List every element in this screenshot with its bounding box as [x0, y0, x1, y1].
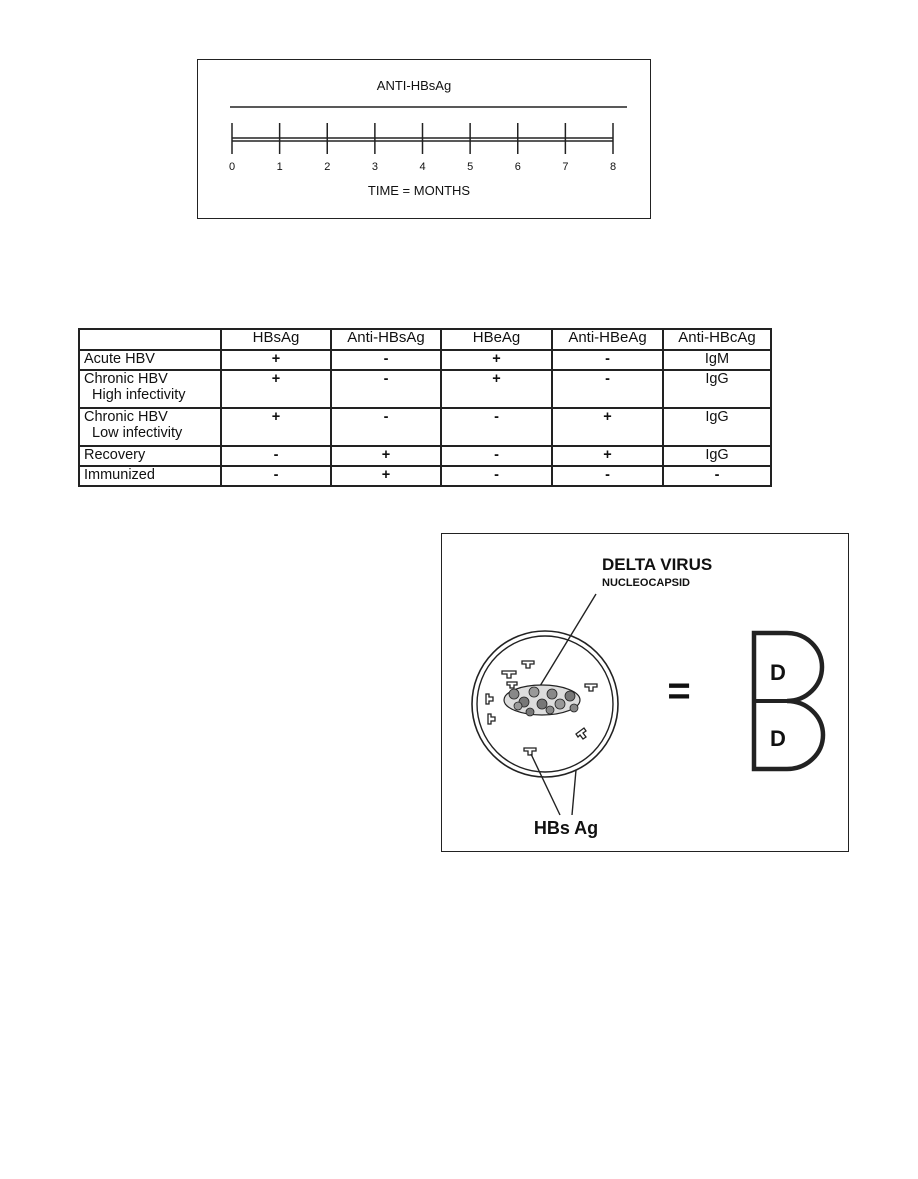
- axis-tick-label: 8: [609, 161, 617, 173]
- header-anti-hbcag: Anti-HBcAg: [663, 329, 771, 350]
- condition-sublabel: Low infectivity: [92, 425, 183, 441]
- value-cell: +: [331, 466, 441, 486]
- condition-label: Chronic HBV: [84, 371, 168, 387]
- axis-tick-label: 6: [514, 161, 521, 173]
- condition-cell: [79, 350, 221, 370]
- anti-hbsag-timeline-figure: [197, 59, 651, 219]
- header-anti-hbsag: Anti-HBsAg: [331, 329, 441, 350]
- value-cell: IgG: [663, 408, 771, 446]
- equals-sign: =: [667, 669, 691, 713]
- value-cell: -: [441, 408, 552, 446]
- hbs-ag-pointer-line-2: [572, 770, 576, 815]
- table-row: [79, 370, 771, 408]
- table-row: [79, 466, 771, 486]
- delta-virus-svg: [442, 534, 850, 853]
- condition-cell: [79, 466, 221, 486]
- symbol-letter-top: D: [770, 660, 786, 685]
- delta-b-symbol: [754, 633, 823, 769]
- axis-tick-label: 7: [562, 161, 569, 173]
- table-row: [79, 446, 771, 466]
- value-cell: +: [441, 370, 552, 408]
- delta-virus-title: DELTA VIRUS: [602, 555, 713, 574]
- value-cell: +: [552, 446, 663, 466]
- value-cell: IgM: [663, 350, 771, 370]
- condition-label: Chronic HBV: [84, 409, 168, 425]
- value-cell: IgG: [663, 446, 771, 466]
- value-cell: +: [331, 446, 441, 466]
- axis-tick-label: 3: [371, 161, 378, 173]
- symbol-letter-bottom: D: [770, 726, 786, 751]
- value-cell: -: [221, 446, 331, 466]
- value-cell: -: [552, 350, 663, 370]
- condition-sublabel: High infectivity: [92, 387, 186, 403]
- nucleocapsid-label: NUCLEOCAPSID: [602, 577, 691, 589]
- table-row: [79, 408, 771, 446]
- timeline-svg: [198, 60, 652, 220]
- header-hbsag: HBsAg: [221, 329, 331, 350]
- value-cell: +: [221, 370, 331, 408]
- value-cell: IgG: [663, 370, 771, 408]
- value-cell: -: [331, 408, 441, 446]
- condition-cell: [79, 408, 221, 446]
- timeline-axis-label: TIME = MONTHS: [367, 183, 471, 198]
- axis-tick-label: 1: [276, 161, 283, 173]
- value-cell: -: [441, 446, 552, 466]
- condition-label: Acute HBV: [84, 351, 155, 367]
- header-hbeag: HBeAg: [441, 329, 552, 350]
- delta-virus-figure: [441, 533, 849, 852]
- value-cell: -: [663, 466, 771, 486]
- hbv-serology-table: [78, 328, 772, 487]
- condition-label: Immunized: [84, 467, 155, 483]
- timeline-series-label: ANTI-HBsAg: [376, 78, 452, 93]
- condition-cell: [79, 446, 221, 466]
- value-cell: +: [221, 408, 331, 446]
- header-anti-hbeag: Anti-HBeAg: [552, 329, 663, 350]
- hbs-ag-pointer-line-1: [531, 754, 560, 815]
- table-row: [79, 350, 771, 370]
- condition-label: Recovery: [84, 447, 146, 463]
- value-cell: +: [552, 408, 663, 446]
- value-cell: -: [221, 466, 331, 486]
- axis-tick-label: 0: [228, 161, 236, 173]
- table-header-row: [79, 329, 771, 350]
- value-cell: -: [441, 466, 552, 486]
- value-cell: -: [552, 466, 663, 486]
- value-cell: -: [331, 370, 441, 408]
- axis-tick-label: 5: [467, 161, 474, 173]
- axis-tick-label: 2: [324, 161, 331, 173]
- header-empty: [79, 329, 221, 350]
- value-cell: -: [552, 370, 663, 408]
- value-cell: +: [221, 350, 331, 370]
- condition-cell: [79, 370, 221, 408]
- value-cell: +: [441, 350, 552, 370]
- value-cell: -: [331, 350, 441, 370]
- axis-tick-label: 4: [419, 161, 426, 173]
- axis-tick-labels: [229, 161, 616, 173]
- nucleocapsid-cluster: [504, 685, 580, 716]
- hbs-ag-label: HBs Ag: [533, 818, 599, 838]
